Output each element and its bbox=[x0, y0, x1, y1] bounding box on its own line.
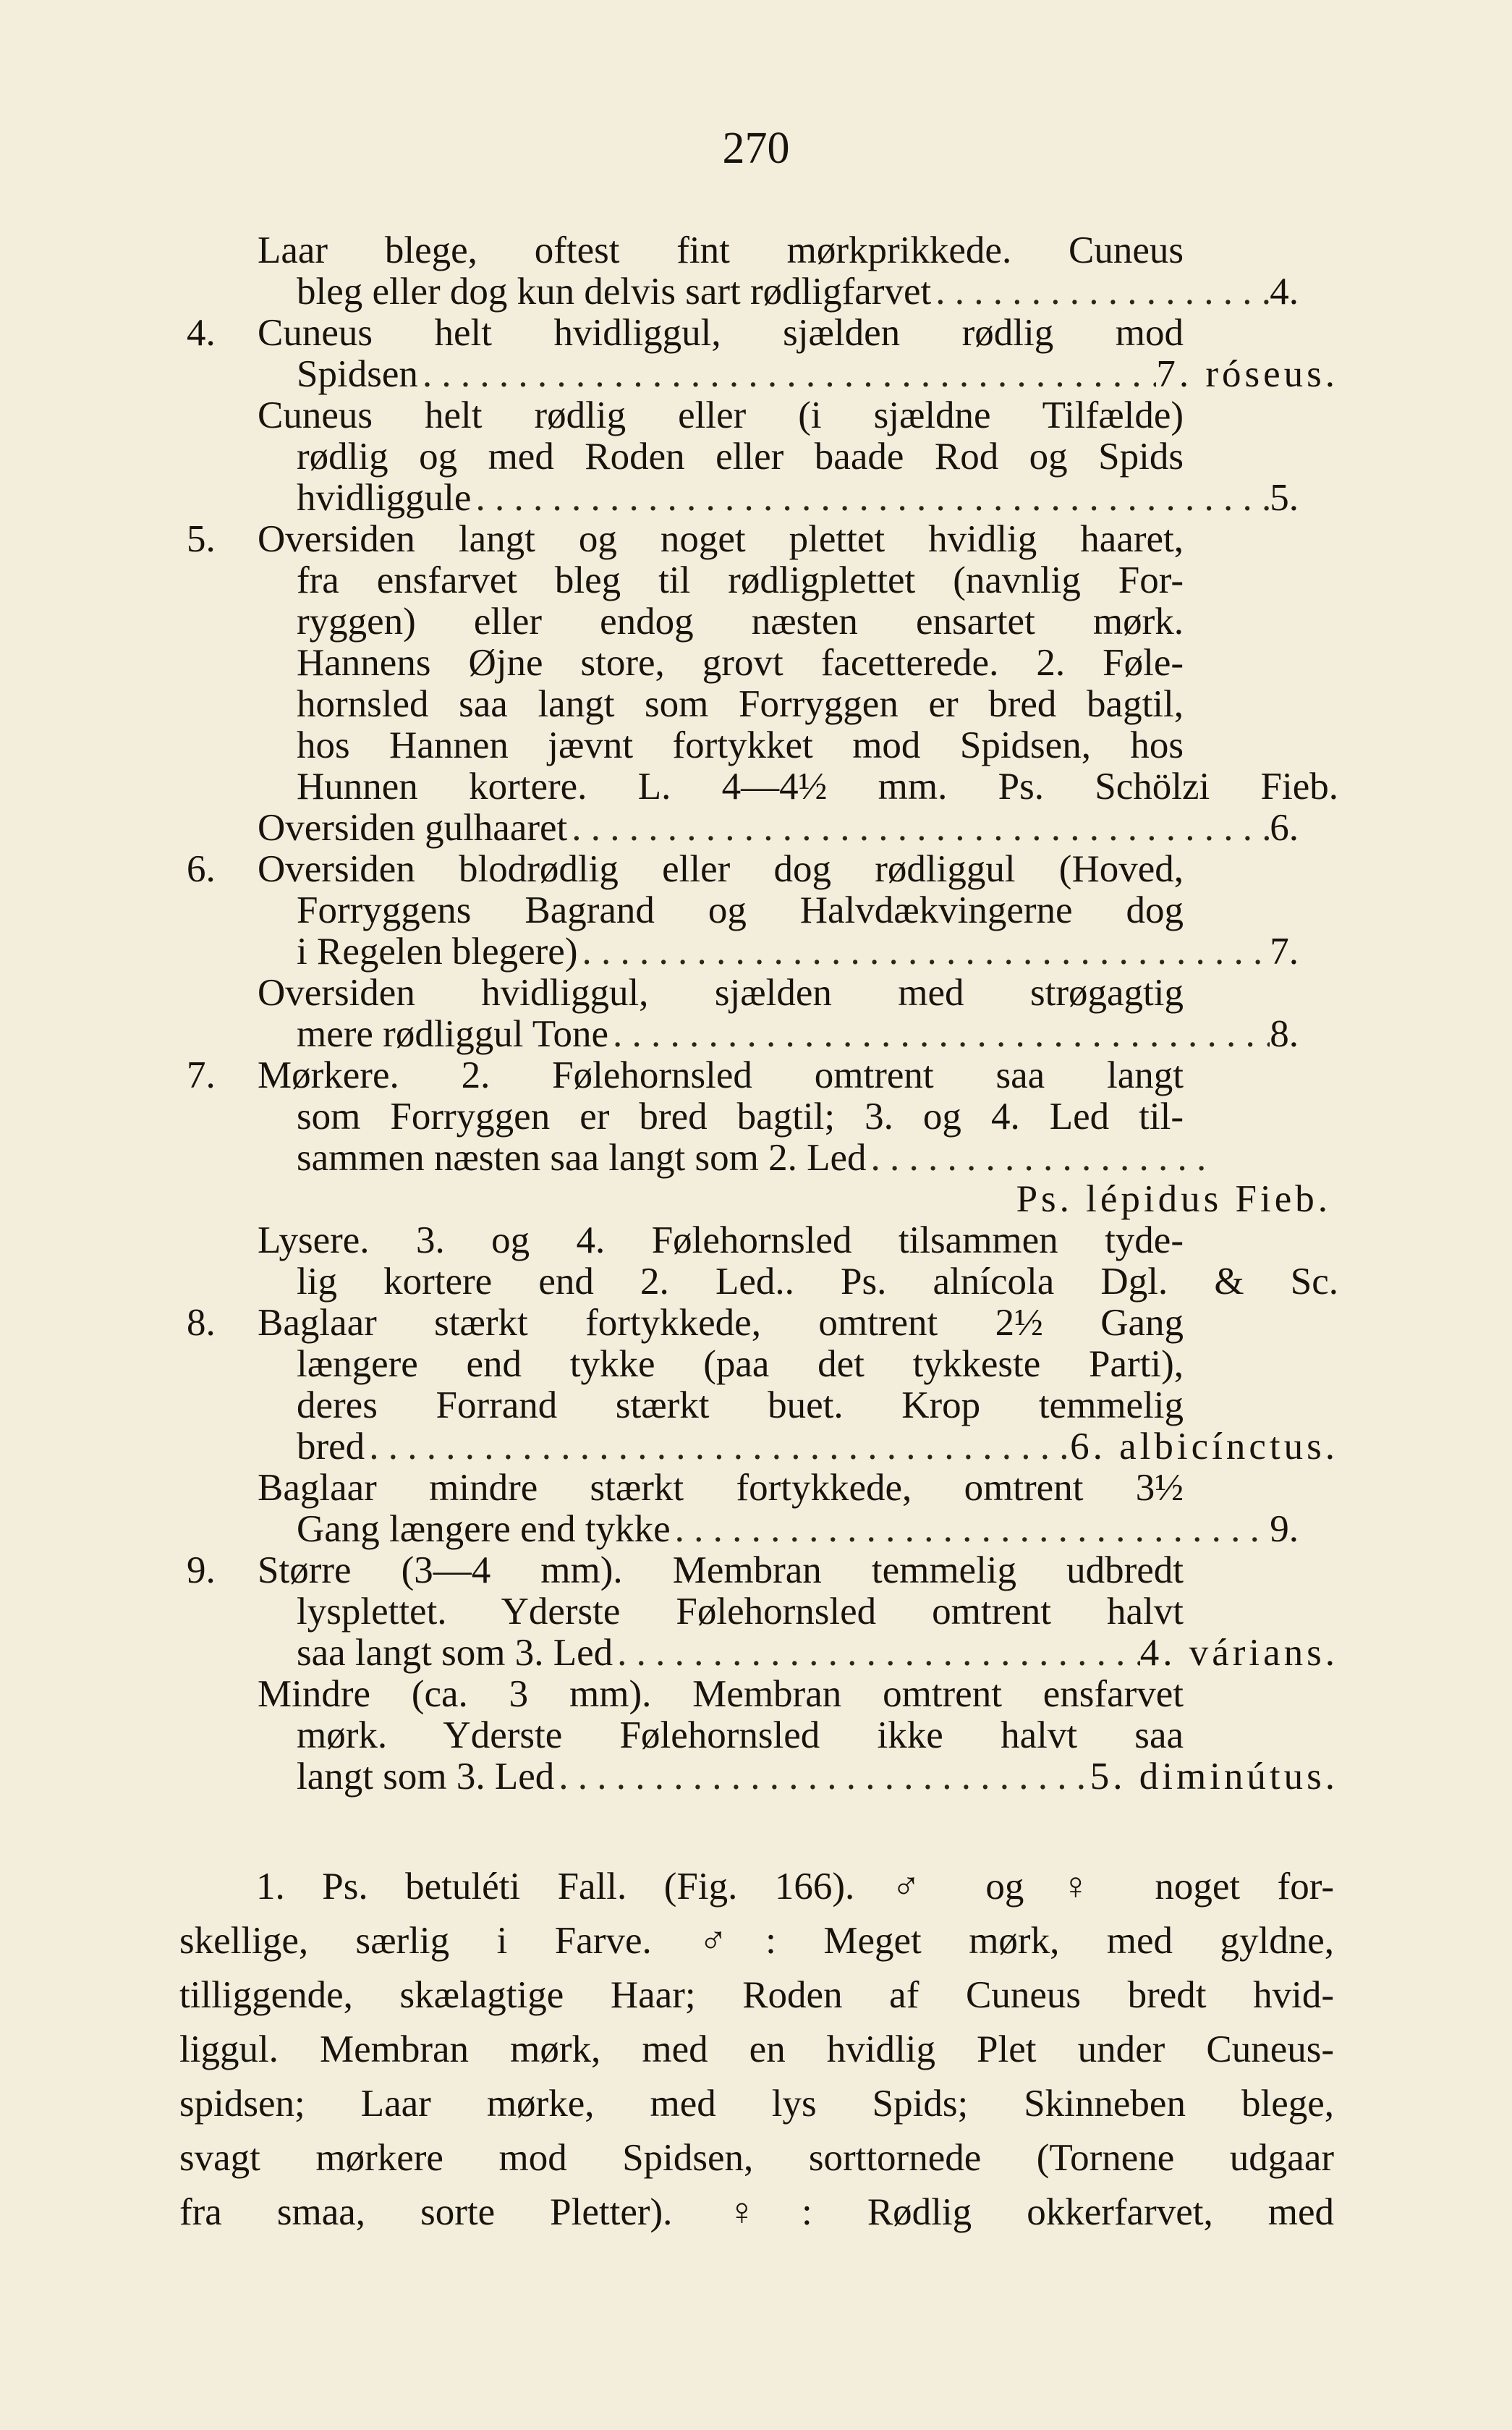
key-text: Gang længere end tykke bbox=[297, 1509, 671, 1550]
description-line: svagt mørkere mod Spidsen, sorttornede (Tornene udgaar bbox=[179, 2137, 1334, 2179]
key-text: Baglaar stærkt fortykkede, omtrent 2½ Gang bbox=[258, 1302, 1184, 1344]
key-reference: Ps. lépidus Fieb. bbox=[1016, 1178, 1331, 1220]
key-leader-line bbox=[297, 1633, 1338, 1674]
description-line: liggul. Membran mørk, med en hvidlig Plet under Cuneus- bbox=[179, 2028, 1334, 2070]
key-line bbox=[0, 1468, 1512, 1509]
key-text: som Forryggen er bred bagtil; 3. og 4. Led til- bbox=[297, 1096, 1184, 1138]
key-line bbox=[0, 973, 1512, 1014]
key-leader-line bbox=[297, 478, 1299, 519]
key-line bbox=[0, 725, 1512, 766]
key-text: Forryggens Bagrand og Halvdækvingerne dog bbox=[297, 889, 1184, 931]
key-line bbox=[0, 395, 1512, 436]
key-number: 4. bbox=[187, 312, 216, 354]
key-line bbox=[0, 643, 1512, 684]
key-text: Spidsen bbox=[297, 354, 418, 395]
key-text: hornsled saa langt som Forryggen er bred bagtil, bbox=[297, 683, 1184, 725]
key-line bbox=[0, 1055, 1512, 1096]
key-text: Hannens Øjne store, grovt facetterede. 2. Føle- bbox=[297, 642, 1184, 684]
species-description bbox=[179, 1860, 1334, 2240]
key-line bbox=[0, 230, 1512, 271]
key-leader-line bbox=[297, 271, 1299, 313]
key-line bbox=[0, 313, 1512, 354]
key-text: ryggen) eller endog næsten ensartet mørk. bbox=[297, 601, 1184, 643]
key-line bbox=[0, 684, 1512, 725]
key-line bbox=[0, 1756, 1512, 1798]
key-leader-line bbox=[258, 808, 1299, 849]
key-line bbox=[0, 1220, 1512, 1261]
key-text: Cuneus helt rødlig eller (i sjældne Tilfælde) bbox=[258, 394, 1184, 436]
key-text: mørk. Yderste Følehornsled ikke halvt saa bbox=[297, 1714, 1184, 1756]
key-text: langt som 3. Led bbox=[297, 1756, 555, 1798]
key-text: lysplettet. Yderste Følehornsled omtrent halvt bbox=[297, 1591, 1184, 1633]
identification-key bbox=[0, 230, 1512, 1798]
key-line bbox=[0, 1344, 1512, 1385]
key-text: hvidliggule bbox=[297, 478, 472, 519]
key-text: i Regelen blegere) bbox=[297, 931, 578, 973]
description-line: fra smaa, sorte Pletter). ♀: Rødlig okkerfarvet, med bbox=[179, 2191, 1334, 2233]
key-text: mere rødliggul Tone bbox=[297, 1014, 608, 1055]
key-text: Cuneus helt hvidliggul, sjælden rødlig mod bbox=[258, 312, 1184, 354]
key-reference: 6. bbox=[1270, 808, 1299, 849]
key-text: Oversiden blodrødlig eller dog rødliggul (Hoved, bbox=[258, 848, 1184, 890]
key-reference: 8. bbox=[1270, 1014, 1299, 1055]
key-text: bred bbox=[297, 1426, 365, 1468]
key-line bbox=[0, 1138, 1512, 1179]
key-line bbox=[0, 1715, 1512, 1756]
key-leader-line bbox=[297, 354, 1338, 395]
key-text: Oversiden gulhaaret bbox=[258, 808, 568, 849]
key-leader-line bbox=[297, 1426, 1338, 1468]
key-reference: 4. várians. bbox=[1139, 1633, 1338, 1674]
key-line bbox=[0, 1426, 1512, 1468]
key-text: Laar blege, oftest fint mørkprikkede. Cuneus bbox=[258, 229, 1184, 271]
key-number: 5. bbox=[187, 518, 216, 560]
description-line: spidsen; Laar mørke, med lys Spids; Skinneben blege, bbox=[179, 2083, 1334, 2125]
key-text: Større (3—4 mm). Membran temmelig udbredt bbox=[258, 1549, 1184, 1591]
key-text: Baglaar mindre stærkt fortykkede, omtrent 3½ bbox=[258, 1467, 1184, 1509]
key-line bbox=[0, 519, 1512, 560]
key-line bbox=[0, 271, 1512, 313]
key-line bbox=[0, 1179, 1512, 1220]
key-reference: 4. bbox=[1270, 271, 1299, 313]
key-line bbox=[0, 808, 1512, 849]
key-number: 8. bbox=[187, 1302, 216, 1344]
key-leader-line bbox=[297, 1509, 1299, 1550]
key-text: sammen næsten saa langt som 2. Led bbox=[297, 1138, 867, 1179]
key-text: hos Hannen jævnt fortykket mod Spidsen, hos bbox=[297, 724, 1184, 766]
page-number: 270 bbox=[722, 124, 790, 173]
key-text: Oversiden hvidliggul, sjælden med strøgagtig bbox=[258, 972, 1184, 1014]
key-line bbox=[0, 1509, 1512, 1550]
key-line bbox=[0, 1550, 1512, 1591]
key-text: saa langt som 3. Led bbox=[297, 1633, 613, 1674]
key-leader-line bbox=[297, 1014, 1299, 1055]
key-line bbox=[0, 931, 1512, 973]
key-number: 7. bbox=[187, 1054, 216, 1096]
key-text: rødlig og med Roden eller baade Rod og Spids bbox=[297, 436, 1184, 478]
key-text: Lysere. 3. og 4. Følehornsled tilsammen tyde- bbox=[258, 1219, 1184, 1261]
key-text: lig kortere end 2. Led.. Ps. alnícola Dgl. & Sc. bbox=[297, 1261, 1338, 1303]
key-reference: 6. albicínctus. bbox=[1070, 1426, 1338, 1468]
key-reference: 5. diminútus. bbox=[1090, 1756, 1338, 1798]
key-text: Mørkere. 2. Følehornsled omtrent saa langt bbox=[258, 1054, 1184, 1096]
key-text: Oversiden langt og noget plettet hvidlig haaret, bbox=[258, 518, 1184, 560]
key-line bbox=[0, 766, 1512, 808]
description-line: 1. Ps. betuléti Fall. (Fig. 166). ♂ og ♀ noget for- bbox=[256, 1866, 1334, 1908]
key-line bbox=[0, 1633, 1512, 1674]
description-line: skellige, særlig i Farve. ♂: Meget mørk, med gyldne, bbox=[179, 1920, 1334, 1962]
key-line bbox=[0, 1674, 1512, 1715]
key-reference: 7. bbox=[1270, 931, 1299, 973]
key-leader-line bbox=[297, 1756, 1338, 1798]
key-text: bleg eller dog kun delvis sart rødligfarvet bbox=[297, 271, 932, 313]
key-line bbox=[0, 560, 1512, 601]
key-text: længere end tykke (paa det tykkeste Parti), bbox=[297, 1343, 1184, 1385]
key-text: Hunnen kortere. L. 4—4½ mm. Ps. Schölzi Fieb. bbox=[297, 766, 1338, 808]
key-line bbox=[0, 1303, 1512, 1344]
key-line bbox=[0, 601, 1512, 643]
key-line bbox=[0, 1261, 1512, 1303]
key-number: 9. bbox=[187, 1549, 216, 1591]
key-leader-line bbox=[297, 1138, 1215, 1179]
key-line bbox=[0, 1014, 1512, 1055]
key-leader-line bbox=[297, 931, 1299, 973]
key-text: Mindre (ca. 3 mm). Membran omtrent ensfarvet bbox=[258, 1673, 1184, 1715]
key-line bbox=[0, 436, 1512, 478]
key-reference: 7. róseus. bbox=[1156, 354, 1338, 395]
key-line bbox=[0, 478, 1512, 519]
description-line: tilliggende, skælagtige Haar; Roden af Cuneus bredt hvid- bbox=[179, 1974, 1334, 2016]
key-line bbox=[0, 354, 1512, 395]
key-line bbox=[0, 890, 1512, 931]
key-number: 6. bbox=[187, 848, 216, 890]
key-reference: 9. bbox=[1270, 1509, 1299, 1550]
key-line bbox=[0, 1385, 1512, 1426]
key-text: deres Forrand stærkt buet. Krop temmelig bbox=[297, 1384, 1184, 1426]
key-text: fra ensfarvet bleg til rødligplettet (navnlig For- bbox=[297, 559, 1184, 601]
key-line bbox=[0, 1591, 1512, 1633]
key-line bbox=[0, 1096, 1512, 1138]
key-reference: 5. bbox=[1270, 478, 1299, 519]
key-line bbox=[0, 849, 1512, 890]
